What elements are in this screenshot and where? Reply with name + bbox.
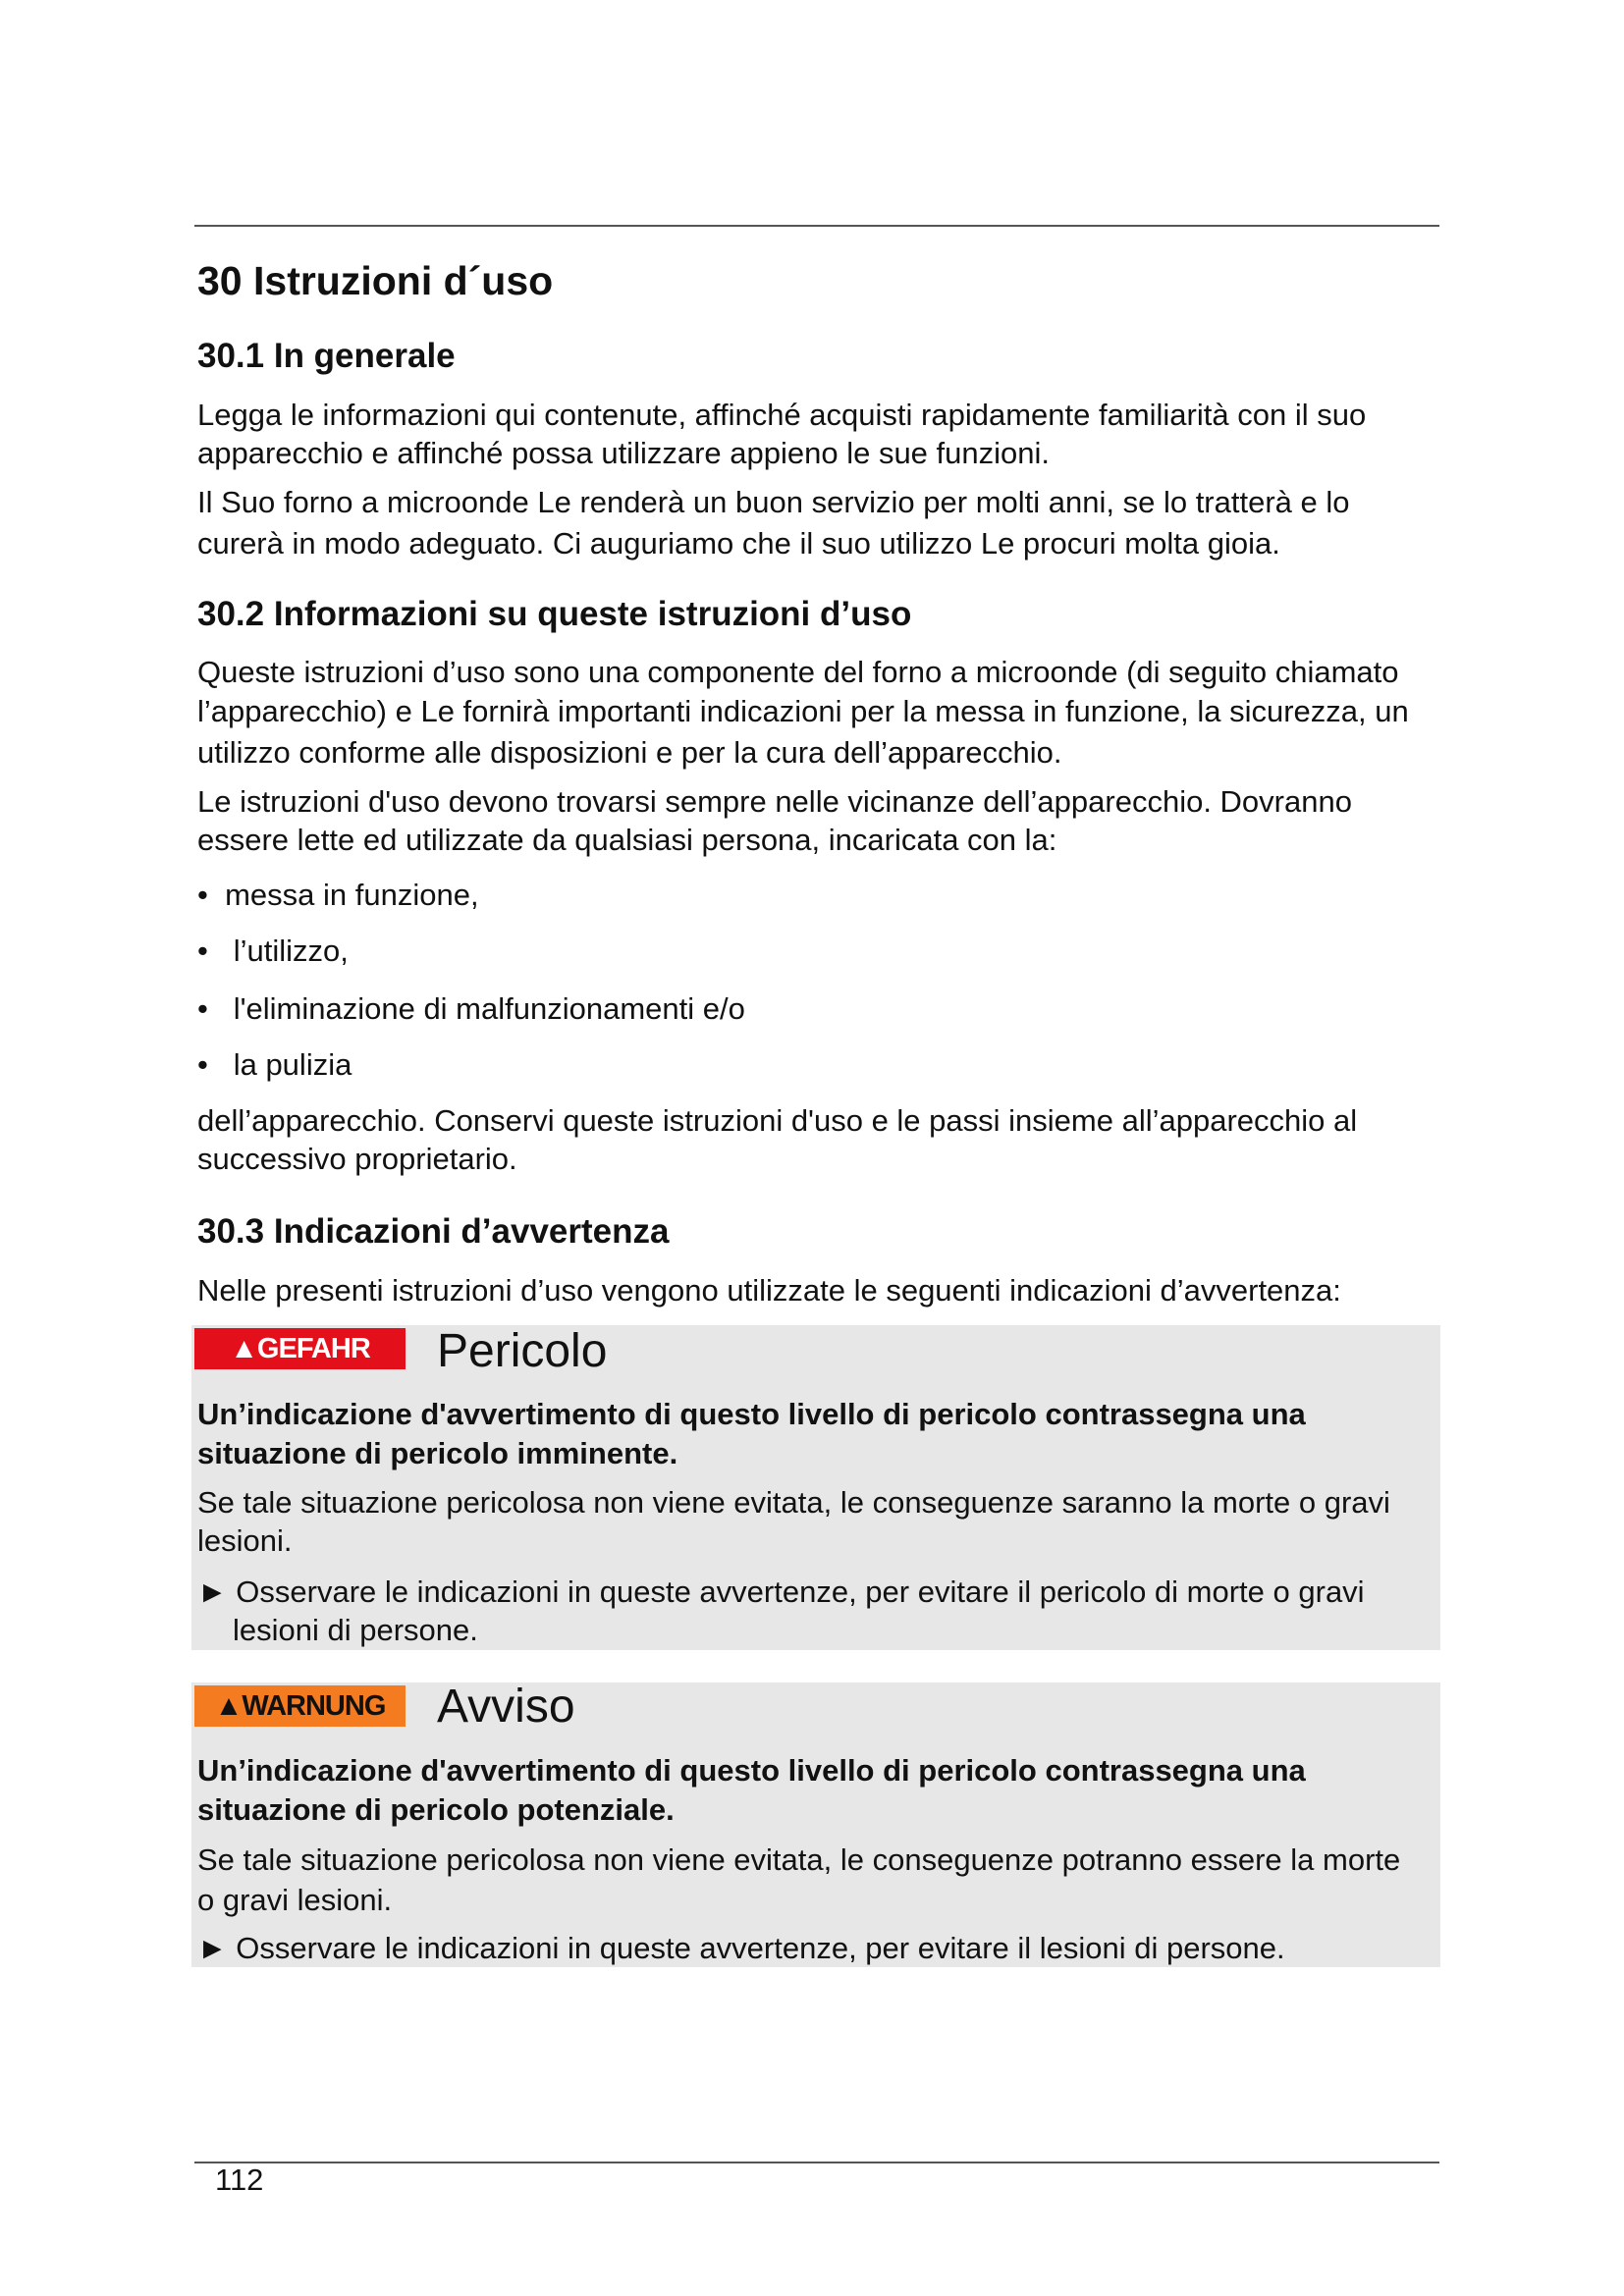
text-line: Se tale situazione pericolosa non viene evitata, le conseguenze saranno la morte o gravi [197,1485,1390,1520]
bullet-item: • messa in funzione, [197,878,479,912]
text-line: l’apparecchio) e Le fornirà importanti indicazioni per la messa in funzione, la sicurezza, un [197,694,1409,728]
page-number: 112 [215,2163,264,2197]
text-line: lesioni di persone. [233,1613,478,1647]
text-line: essere lette ed utilizzate da qualsiasi persona, incaricata con la: [197,823,1057,857]
text-line: dell’apparecchio. Conservi queste istruzioni d'uso e le passi insieme all’apparecchio al [197,1103,1358,1138]
warning-triangle-icon: ▲ [230,1332,257,1364]
text-line: situazione di pericolo potenziale. [197,1792,675,1827]
text-line: ► Osservare le indicazioni in queste avvertenze, per evitare il pericolo di morte o gravi [197,1575,1365,1609]
text-line: Le istruzioni d'uso devono trovarsi sempre nelle vicinanze dell’apparecchio. Dovranno [197,784,1352,819]
warning-triangle-icon: ▲ [214,1689,243,1722]
bullet-text: l’utilizzo, [233,934,349,968]
chapter-title: 30 Istruzioni d´uso [197,258,554,303]
bullet-text: la pulizia [233,1047,352,1082]
text-line: Legga le informazioni qui contenute, affinché acquisti rapidamente familiarità con il suo [197,398,1367,432]
text-line: o gravi lesioni. [197,1883,393,1917]
warning-badge [194,1685,406,1727]
text-line: Il Suo forno a microonde Le renderà un buon servizio per molti anni, se lo tratterà e lo [197,485,1350,519]
text-line: Un’indicazione d'avvertimento di questo livello di pericolo contrassegna una [197,1397,1306,1431]
section-title-30-1: 30.1 In generale [197,337,456,375]
text-line: lesioni. [197,1523,293,1558]
text-line: Se tale situazione pericolosa non viene evitata, le conseguenze potranno essere la morte [197,1842,1401,1877]
text-line: ► Osservare le indicazioni in queste avvertenze, per evitare il lesioni di persone. [197,1931,1285,1965]
signal-word: Pericolo [437,1325,608,1377]
badge-label: WARNUNG [242,1689,386,1722]
section-title-30-2: 30.2 Informazioni su queste istruzioni d’uso [197,595,912,633]
text-line: Un’indicazione d'avvertimento di questo livello di pericolo contrassegna una [197,1753,1306,1788]
footer-rule [194,2162,1439,2163]
section-title-30-3: 30.3 Indicazioni d’avvertenza [197,1212,670,1251]
badge-label: GEFAHR [256,1332,370,1364]
bullet-item: • l'eliminazione di malfunzionamenti e/o [197,991,745,1026]
bullet-text: messa in funzione, [225,878,479,912]
text-line: situazione di pericolo imminente. [197,1436,678,1470]
text-line: Queste istruzioni d’uso sono una componente del forno a microonde (di seguito chiamato [197,655,1399,689]
signal-word: Avviso [437,1681,575,1733]
bullet-item: • l’utilizzo, [197,934,349,968]
bullet-item: • la pulizia [197,1047,352,1082]
bullet-text: l'eliminazione di malfunzionamenti e/o [233,991,745,1026]
text-line: successivo proprietario. [197,1142,517,1176]
text-line: curerà in modo adeguato. Ci auguriamo che il suo utilizzo Le procuri molta gioia. [197,526,1280,561]
danger-badge [194,1328,406,1369]
text-line: apparecchio e affinché possa utilizzare appieno le sue funzioni. [197,436,1050,470]
text-line: utilizzo conforme alle disposizioni e per la cura dell’apparecchio. [197,735,1062,770]
text-line: Nelle presenti istruzioni d’uso vengono utilizzate le seguenti indicazioni d’avvertenza: [197,1273,1341,1308]
header-rule [194,225,1439,227]
